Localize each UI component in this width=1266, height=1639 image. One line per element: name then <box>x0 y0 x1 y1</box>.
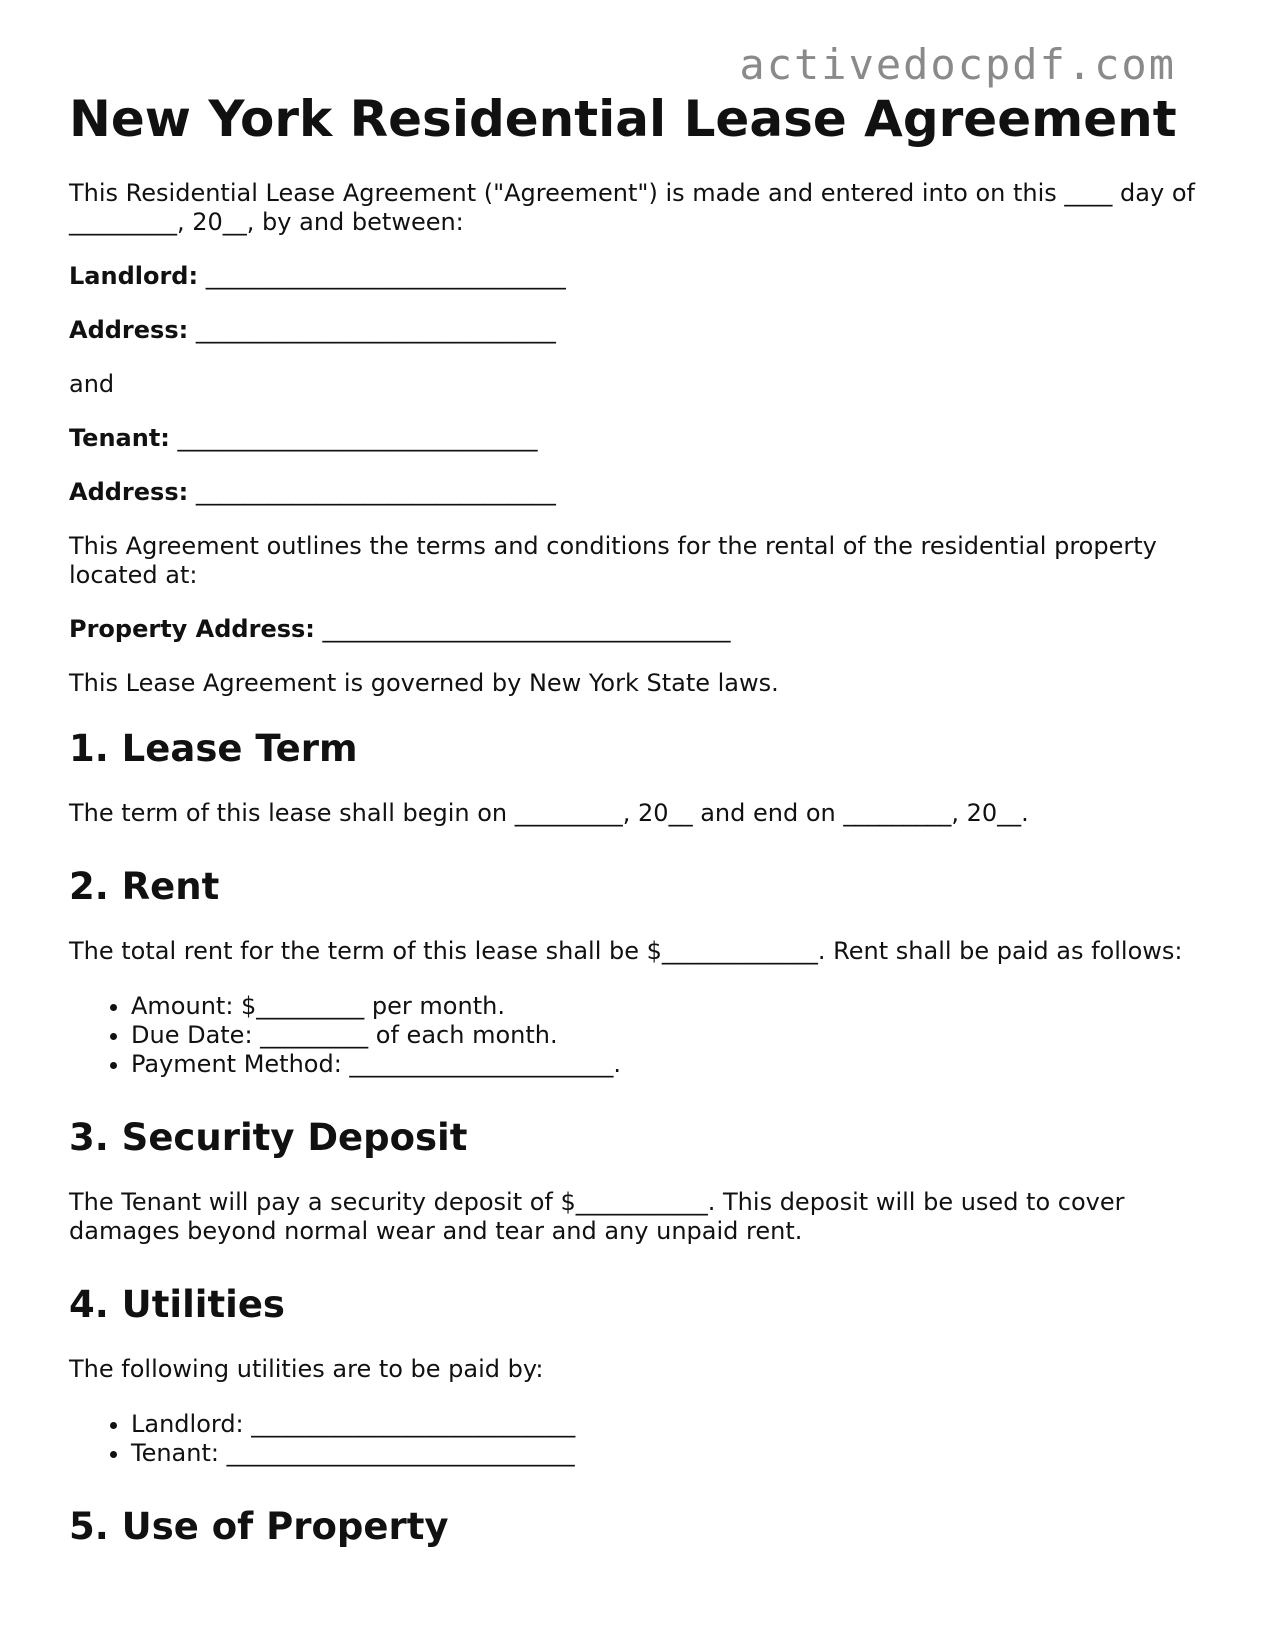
landlord-address-blank[interactable]: ______________________________ <box>195 316 556 344</box>
property-address-field <box>69 615 1199 644</box>
rent-list <box>69 992 1199 1079</box>
landlord-address-label: Address: <box>69 316 189 344</box>
document-title: New York Residential Lease Agreement <box>69 90 1177 148</box>
and-text: and <box>69 370 115 398</box>
utilities-list <box>69 1410 1199 1468</box>
section-heading-utilities: 4. Utilities <box>69 1283 285 1326</box>
property-address-blank[interactable]: __________________________________ <box>322 615 731 643</box>
rent-paragraph: The total rent for the term of this lease shall be $_____________. Rent shall be paid as follows: <box>69 937 1183 965</box>
intro-paragraph: This Residential Lease Agreement ("Agreement") is made and entered into on this ____ day of _________, 20__, by and between: <box>69 179 1195 236</box>
landlord-address-field <box>69 316 1199 345</box>
deposit-paragraph: The Tenant will pay a security deposit of $___________. This deposit will be used to cover damages beyond normal wear and tear and any unpaid rent. <box>69 1188 1125 1245</box>
landlord-field <box>69 262 1199 291</box>
tenant-label: Tenant: <box>69 424 170 452</box>
section-heading-rent: 2. Rent <box>69 865 220 908</box>
list-item: • Tenant: _____________________________ <box>131 1439 1199 1468</box>
list-item: • Payment Method: ______________________. <box>131 1050 1199 1079</box>
section-heading-security-deposit: 3. Security Deposit <box>69 1116 468 1159</box>
list-item: • Due Date: _________ of each month. <box>131 1021 1199 1050</box>
section-heading-lease-term: 1. Lease Term <box>69 727 358 770</box>
governed-paragraph: This Lease Agreement is governed by New York State laws. <box>69 669 779 697</box>
tenant-blank[interactable]: ______________________________ <box>177 424 538 452</box>
outline-paragraph: This Agreement outlines the terms and conditions for the rental of the residential property located at: <box>69 532 1157 589</box>
list-item: • Amount: $_________ per month. <box>131 992 1199 1021</box>
list-item: • Landlord: ___________________________ <box>131 1410 1199 1439</box>
landlord-blank[interactable]: ______________________________ <box>205 262 566 290</box>
utilities-paragraph: The following utilities are to be paid by: <box>69 1355 544 1383</box>
landlord-label: Landlord: <box>69 262 199 290</box>
tenant-field <box>69 424 1199 453</box>
watermark: activedocpdf.com <box>739 40 1176 89</box>
tenant-address-blank[interactable]: ______________________________ <box>195 478 556 506</box>
tenant-address-label: Address: <box>69 478 189 506</box>
tenant-address-field <box>69 478 1199 507</box>
section-heading-use-of-property: 5. Use of Property <box>69 1505 449 1548</box>
property-address-label: Property Address: <box>69 615 315 643</box>
document-page <box>69 86 1199 1549</box>
lease-term-paragraph: The term of this lease shall begin on _________, 20__ and end on _________, 20__. <box>69 799 1029 827</box>
